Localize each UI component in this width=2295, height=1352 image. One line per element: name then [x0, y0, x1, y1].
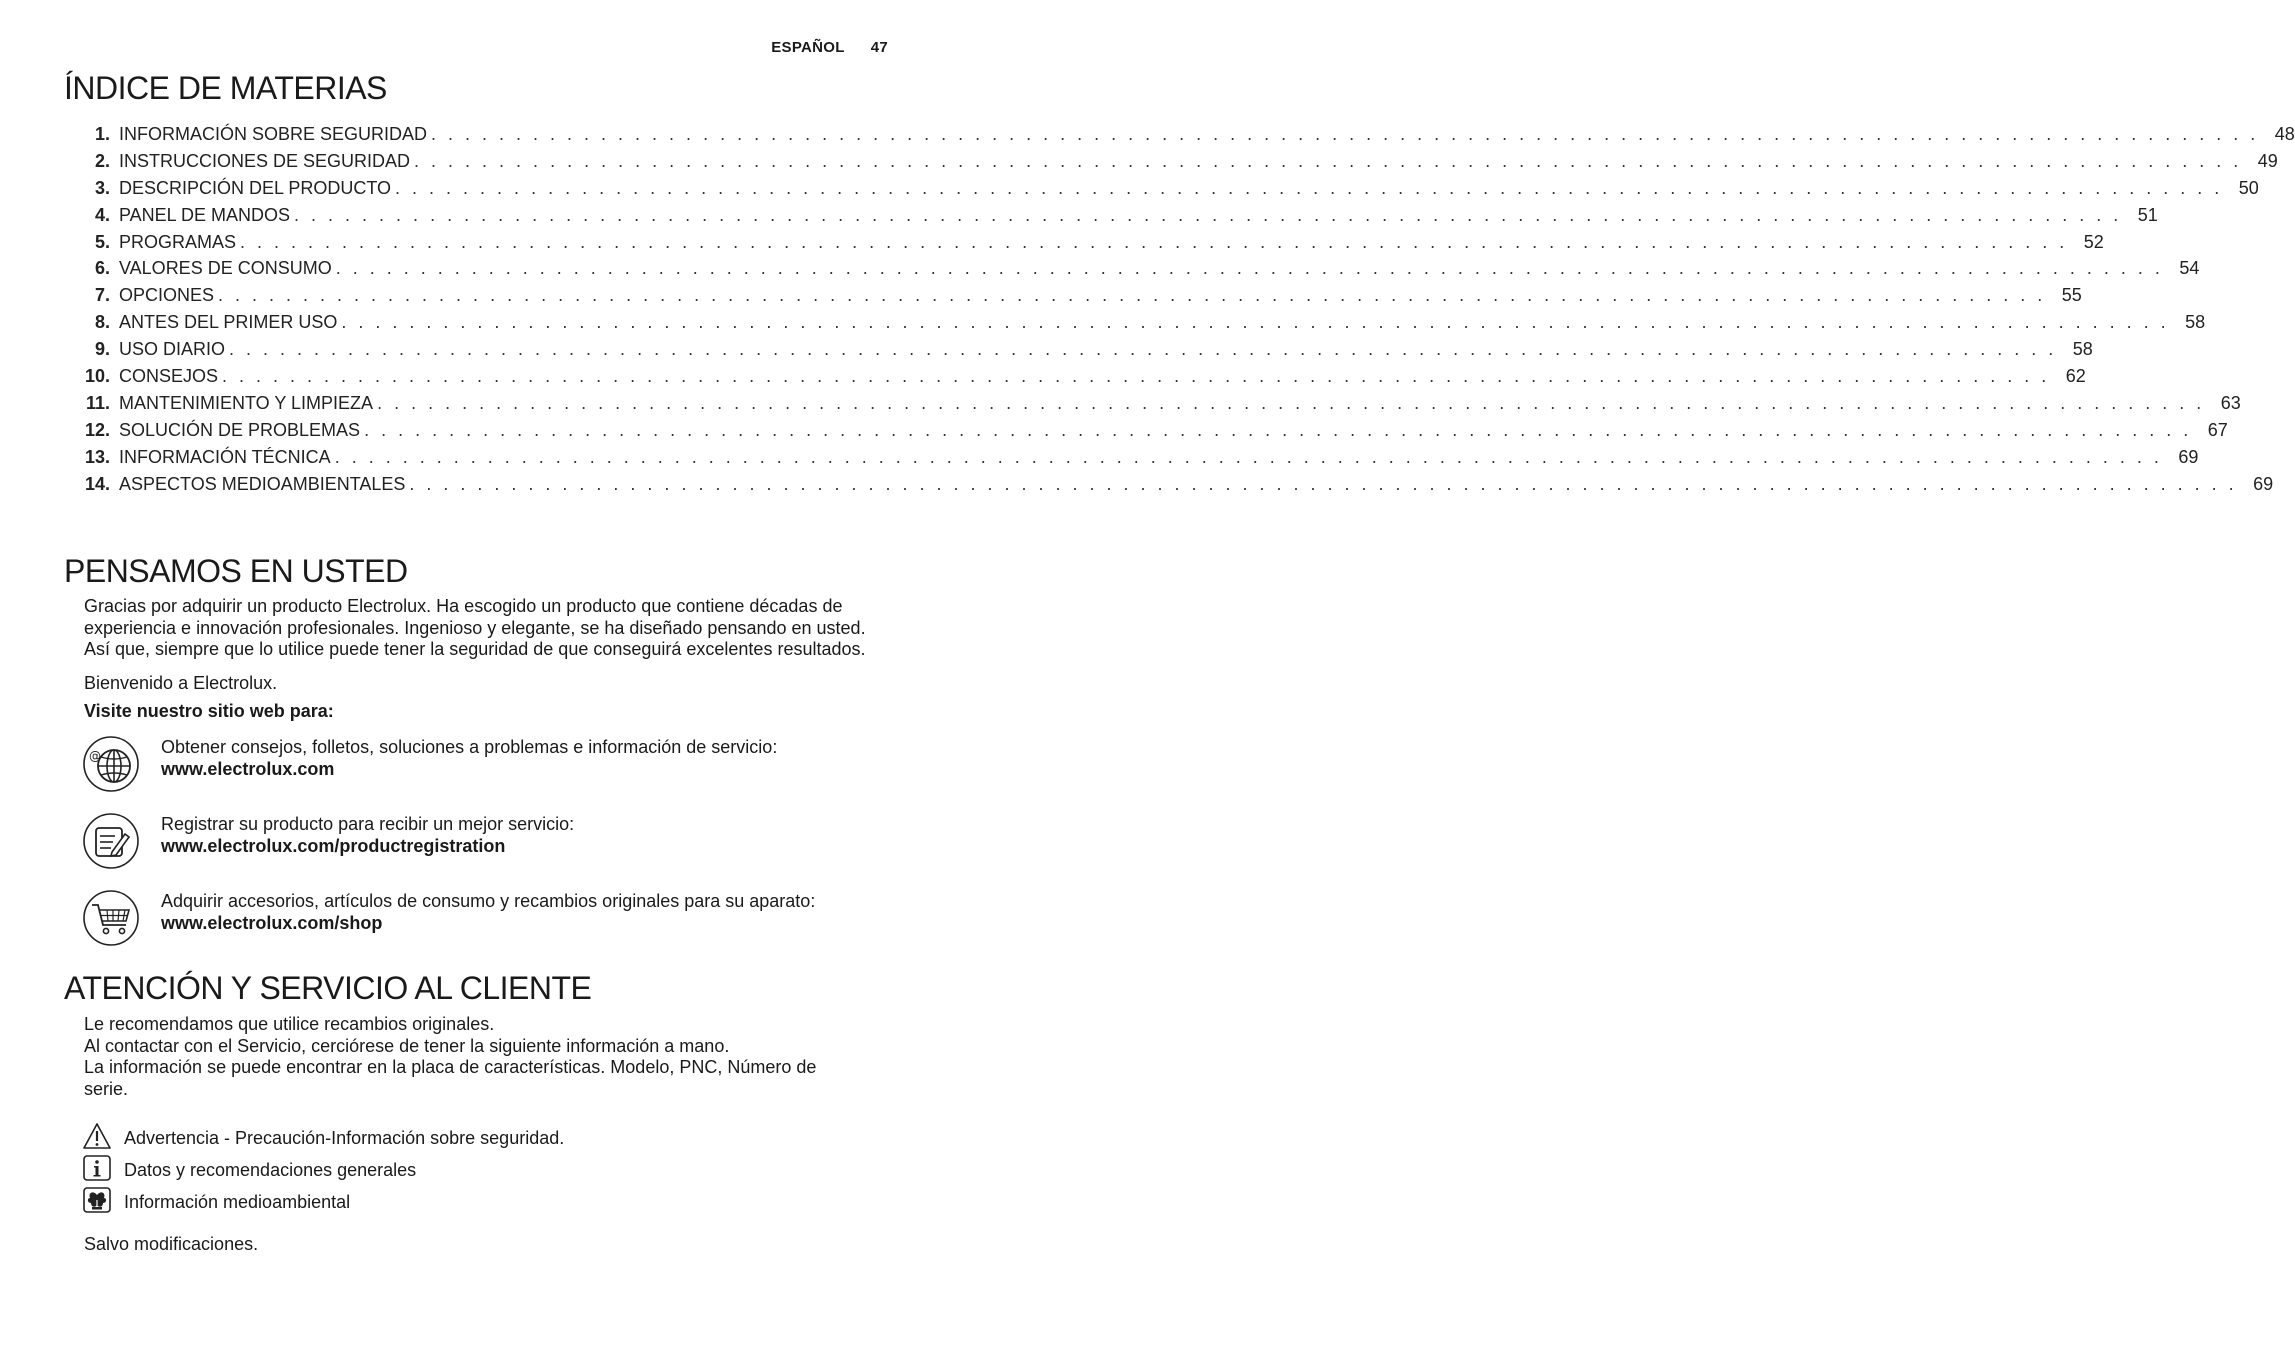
toc-entry-title: INFORMACIÓN TÉCNICA — [119, 446, 331, 467]
toc-entry-page: 63 — [2220, 392, 2241, 413]
toc-entry-title: PROGRAMAS — [119, 231, 237, 252]
registration-notepad-icon — [82, 812, 140, 870]
toc-entry-page: 55 — [2061, 285, 2082, 306]
toc-entry-page: 50 — [2238, 177, 2259, 198]
toc-entry-title: USO DIARIO — [119, 339, 226, 360]
toc-entry[interactable] — [70, 177, 2259, 205]
toc-entry-page: 52 — [2083, 231, 2104, 252]
symbol-row-info — [82, 1154, 782, 1184]
toc-entry-page: 69 — [2178, 446, 2199, 467]
thinking-title: PENSAMOS EN USTED — [64, 553, 408, 589]
toc-entry-number: 10. — [84, 366, 110, 387]
toc-entry-leader: . . . . . . . . . . . . . . . . . . . . . . . . . . . . . . . . . . . . . . . . . . . . . . . . . . . . . . . . . . . . . . . . . . . . . . . . . . . . . . . . . . . . . . . . . . . . . . . . . . . . . . . . . . . . — [341, 312, 2170, 333]
toc-entry[interactable] — [70, 124, 2295, 151]
toc-entry-title: INSTRUCCIONES DE SEGURIDAD — [119, 150, 411, 171]
toc-entry-page: 62 — [2065, 366, 2086, 387]
service-paragraph — [84, 1014, 904, 1100]
service-line: Al contactar con el Servicio, cerciórese de tener la siguiente información a mano. — [84, 1035, 730, 1056]
toc-entry-number: 14. — [84, 473, 110, 494]
web-item-url[interactable]: www.electrolux.com/shop — [161, 912, 383, 933]
toc-entry[interactable] — [70, 312, 2206, 339]
toc-entry-number: 5. — [94, 231, 110, 252]
service-line: serie. — [84, 1078, 129, 1099]
toc-entry-page: 48 — [2274, 124, 2295, 144]
service-title: ATENCIÓN Y SERVICIO AL CLIENTE — [64, 970, 592, 1006]
toc-entry-page: 58 — [2185, 312, 2206, 333]
web-item-url[interactable]: www.electrolux.com — [161, 758, 335, 779]
toc-entry[interactable] — [70, 392, 2241, 420]
toc-entry-number: 4. — [94, 204, 110, 225]
toc-entry[interactable] — [70, 231, 2104, 259]
toc-entry-leader: . . . . . . . . . . . . . . . . . . . . . . . . . . . . . . . . . . . . . . . . . . . . . . . . . . . . . . . . . . . . . . . . . . . . . . . . . . . . . . . . . . . . . . . . . . . . . . . . . . . . . . . . . . . . — [364, 419, 2192, 440]
intro-line: Gracias por adquirir un producto Electrolux. Ha escogido un producto que contiene décadas de — [84, 596, 843, 616]
toc-entry[interactable] — [70, 150, 2278, 178]
web-item-support — [82, 735, 902, 795]
toc-entry-number: 11. — [85, 392, 110, 413]
toc-entry-title: OPCIONES — [119, 285, 215, 306]
web-item-description: Obtener consejos, folletos, soluciones a problemas e información de servicio: — [161, 737, 778, 757]
toc-entry-title: ASPECTOS MEDIOAMBIENTALES — [119, 473, 406, 494]
toc-entry-number: 1. — [94, 124, 110, 144]
toc-entry-leader: . . . . . . . . . . . . . . . . . . . . . . . . . . . . . . . . . . . . . . . . . . . . . . . . . . . . . . . . . . . . . . . . . . . . . . . . . . . . . . . . . . . . . . . . . . . . . . . . . . . . . . . . . . . . — [377, 392, 2205, 413]
header-page-number: 47 — [870, 39, 888, 56]
intro-line: Así que, siempre que lo utilice puede tener la seguridad de que conseguirá excelentes resultados. — [84, 639, 866, 659]
toc-entry-number: 9. — [94, 339, 110, 360]
toc-entry-title: DESCRIPCIÓN DEL PRODUCTO — [119, 177, 392, 198]
info-icon — [82, 1154, 112, 1184]
globe-icon — [82, 735, 140, 793]
intro-line: experiencia e innovación profesionales. Ingenioso y elegante, se ha diseñado pensando en usted. — [84, 617, 866, 638]
environment-leaf-icon — [82, 1186, 112, 1216]
page-header — [771, 39, 888, 56]
toc-entry-title: ANTES DEL PRIMER USO — [119, 312, 338, 333]
toc-entry-leader: . . . . . . . . . . . . . . . . . . . . . . . . . . . . . . . . . . . . . . . . . . . . . . . . . . . . . . . . . . . . . . . . . . . . . . . . . . . . . . . . . . . . . . . . . . . . . . . . . . . . . . . . . . . . — [334, 446, 2163, 467]
toc-entry[interactable] — [70, 285, 2082, 312]
toc-entry-page: 69 — [2253, 473, 2274, 494]
table-of-contents — [70, 124, 2295, 500]
web-item-text-block — [161, 814, 574, 857]
toc-entry-number: 7. — [94, 285, 110, 306]
toc-entry-leader: . . . . . . . . . . . . . . . . . . . . . . . . . . . . . . . . . . . . . . . . . . . . . . . . . . . . . . . . . . . . . . . . . . . . . . . . . . . . . . . . . . . . . . . . . . . . . . . . . . . . . . . . . . . . — [395, 177, 2223, 198]
toc-entry-title: CONSEJOS — [119, 366, 219, 387]
toc-entry[interactable] — [70, 473, 2274, 501]
service-line: Le recomendamos que utilice recambios originales. — [84, 1014, 495, 1034]
toc-entry-title: INFORMACIÓN SOBRE SEGURIDAD — [119, 124, 428, 144]
toc-entry-title: SOLUCIÓN DE PROBLEMAS — [119, 419, 361, 440]
toc-entry-number: 2. — [94, 150, 110, 171]
toc-entry-page: 67 — [2207, 419, 2228, 440]
web-item-description: Registrar su producto para recibir un mejor servicio: — [161, 814, 575, 834]
toc-entry-number: 6. — [94, 258, 110, 279]
toc-entry[interactable] — [70, 446, 2199, 474]
symbol-label: Advertencia - Precaución-Información sobre seguridad. — [124, 1128, 565, 1148]
toc-title: ÍNDICE DE MATERIAS — [64, 70, 387, 106]
toc-entry-title: PANEL DE MANDOS — [119, 204, 291, 225]
toc-entry-page: 51 — [2137, 204, 2158, 225]
toc-entry-leader: . . . . . . . . . . . . . . . . . . . . . . . . . . . . . . . . . . . . . . . . . . . . . . . . . . . . . . . . . . . . . . . . . . . . . . . . . . . . . . . . . . . . . . . . . . . . . . . . . . . . . . . . . . . . — [229, 339, 2057, 360]
toc-entry-title: VALORES DE CONSUMO — [119, 258, 332, 279]
toc-entry-leader: . . . . . . . . . . . . . . . . . . . . . . . . . . . . . . . . . . . . . . . . . . . . . . . . . . . . . . . . . . . . . . . . . . . . . . . . . . . . . . . . . . . . . . . . . . . . . . . . . . . . . . . . . . . . — [414, 150, 2242, 171]
web-item-text-block — [161, 737, 777, 780]
toc-entry[interactable] — [70, 339, 2093, 366]
toc-entry-number: 13. — [84, 446, 110, 467]
toc-entry-leader: . . . . . . . . . . . . . . . . . . . . . . . . . . . . . . . . . . . . . . . . . . . . . . . . . . . . . . . . . . . . . . . . . . . . . . . . . . . . . . . . . . . . . . . . . . . . . . . . . . . . . . . . . . . . — [222, 366, 2050, 387]
web-item-shop — [82, 889, 902, 949]
header-language: ESPAÑOL — [771, 39, 845, 56]
warning-triangle-icon — [82, 1122, 112, 1152]
symbol-row-environment — [82, 1186, 782, 1216]
footer-note: Salvo modificaciones. — [84, 1234, 259, 1254]
svg-text:@: @ — [89, 749, 101, 763]
toc-entry[interactable] — [70, 366, 2086, 393]
toc-entry-leader: . . . . . . . . . . . . . . . . . . . . . . . . . . . . . . . . . . . . . . . . . . . . . . . . . . . . . . . . . . . . . . . . . . . . . . . . . . . . . . . . . . . . . . . . . . . . . . . . . . . . . . . . . . . . — [240, 231, 2068, 252]
toc-entry-leader: . . . . . . . . . . . . . . . . . . . . . . . . . . . . . . . . . . . . . . . . . . . . . . . . . . . . . . . . . . . . . . . . . . . . . . . . . . . . . . . . . . . . . . . . . . . . . . . . . . . . . . . . . . . . — [431, 124, 2259, 144]
toc-entry-page: 54 — [2179, 258, 2200, 279]
web-item-description: Adquirir accesorios, artículos de consumo y recambios originales para su aparato: — [161, 891, 816, 911]
toc-entry-leader: . . . . . . . . . . . . . . . . . . . . . . . . . . . . . . . . . . . . . . . . . . . . . . . . . . . . . . . . . . . . . . . . . . . . . . . . . . . . . . . . . . . . . . . . . . . . . . . . . . . . . . . . . . . . — [294, 204, 2122, 225]
toc-entry-leader: . . . . . . . . . . . . . . . . . . . . . . . . . . . . . . . . . . . . . . . . . . . . . . . . . . . . . . . . . . . . . . . . . . . . . . . . . . . . . . . . . . . . . . . . . . . . . . . . . . . . . . . . . . . . — [335, 258, 2164, 279]
web-item-url[interactable]: www.electrolux.com/productregistration — [161, 835, 506, 856]
toc-entry-title: MANTENIMIENTO Y LIMPIEZA — [119, 392, 374, 413]
toc-entry-page: 49 — [2257, 150, 2278, 171]
web-item-registration — [82, 812, 902, 872]
shopping-cart-icon — [82, 889, 140, 947]
symbol-label: Información medioambiental — [124, 1192, 351, 1212]
web-item-text-block — [161, 891, 815, 934]
toc-entry-number: 3. — [94, 177, 110, 198]
welcome-text: Bienvenido a Electrolux. — [84, 673, 278, 693]
toc-entry-leader: . . . . . . . . . . . . . . . . . . . . . . . . . . . . . . . . . . . . . . . . . . . . . . . . . . . . . . . . . . . . . . . . . . . . . . . . . . . . . . . . . . . . . . . . . . . . . . . . . . . . . . . . . . . . — [409, 473, 2238, 494]
visit-label: Visite nuestro sitio web para: — [84, 701, 334, 721]
toc-entry-number: 8. — [94, 312, 110, 333]
service-line: La información se puede encontrar en la placa de características. Modelo, PNC, Número de — [84, 1057, 817, 1077]
symbol-row-warning — [82, 1122, 782, 1152]
toc-entry[interactable] — [70, 258, 2200, 285]
symbol-label: Datos y recomendaciones generales — [124, 1160, 417, 1180]
toc-entry-leader: . . . . . . . . . . . . . . . . . . . . . . . . . . . . . . . . . . . . . . . . . . . . . . . . . . . . . . . . . . . . . . . . . . . . . . . . . . . . . . . . . . . . . . . . . . . . . . . . . . . . . . . . . . . . — [218, 285, 2046, 306]
toc-entry-page: 58 — [2072, 339, 2093, 360]
toc-entry-number: 12. — [84, 419, 110, 440]
toc-entry[interactable] — [70, 204, 2158, 232]
toc-entry[interactable] — [70, 419, 2228, 447]
intro-paragraph — [84, 596, 904, 661]
